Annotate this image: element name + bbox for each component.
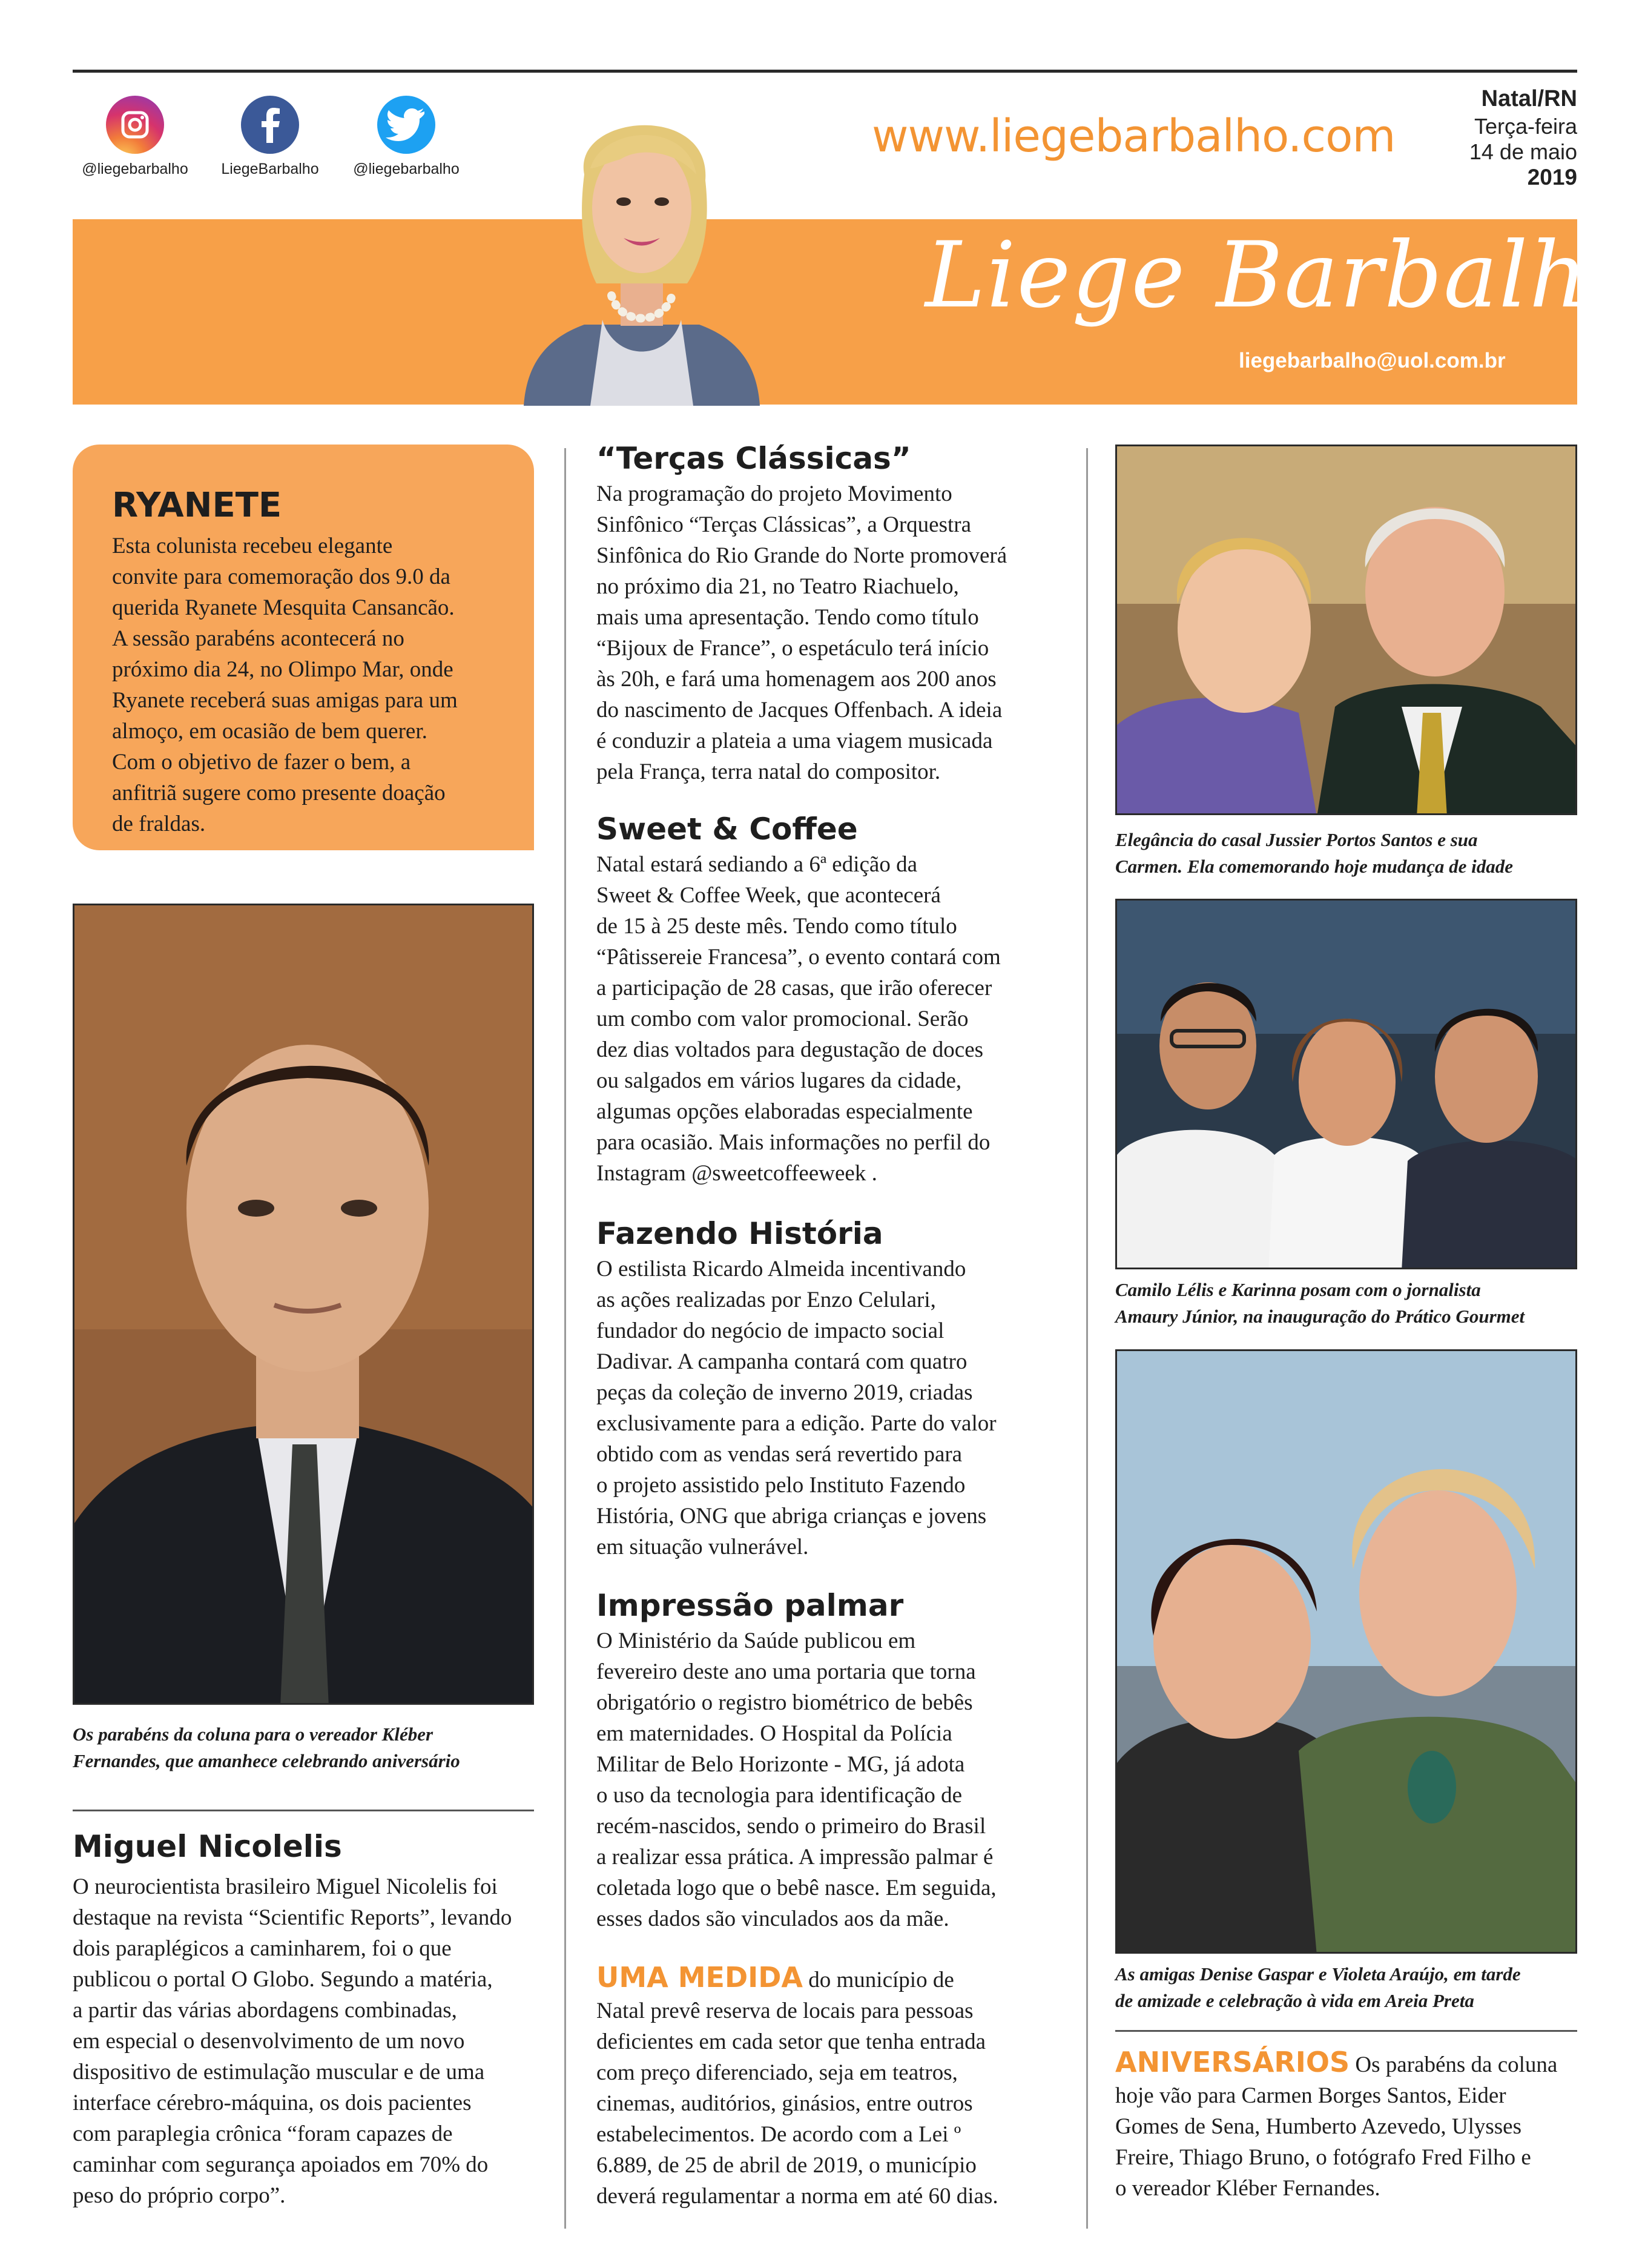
instagram-icon[interactable] (106, 96, 164, 154)
facebook-icon[interactable] (241, 96, 299, 154)
column-separator-right (1086, 448, 1088, 2229)
fazendo-body: O estilista Ricardo Almeida incentivando as ações realizadas por Enzo Celulari, fundador do negócio de impacto social Dadivar. A campanha contará com quatro peças da coleção de inverno 2019, criadas exclusivamente para a edição. Parte do valor obtido com as vendas será revertido para o projeto assistido pelo Instituto Fazendo História, ONG que abriga crianças e jovens em situação vulnerável. (596, 1257, 997, 1559)
instagram-handle[interactable]: @liegebarbalho (82, 160, 188, 177)
aniversarios-body: ANIVERSÁRIOS Os parabéns da coluna hoje vão para Carmen Borges Santos, Eider Gomes de Sena, Humberto Azevedo, Ulysses Freire, Thiago Bruno, o fotógrafo Fred Filho e o vereador Kléber Fernandes. (1115, 2046, 1558, 2201)
dateline-year: 2019 (1527, 165, 1577, 190)
twitter-handle[interactable]: @liegebarbalho (353, 160, 460, 177)
column-separator-left (564, 448, 566, 2229)
column-email[interactable]: liegebarbalho@uol.com.br (1239, 349, 1506, 372)
medida-body: UMA MEDIDA do município de Natal prevê reserva de locais para pessoas deficientes em cada setor que tenha entrada com preço diferenciado, seja em teatros, cinemas, auditórios, ginásios, entre outros estabelecimentos. De acordo com a Lei º 6.889, de 25 de abril de 2019, o município deverá regulamentar a norma em até 60 dias. (596, 1961, 998, 2209)
columnist-portrait (512, 78, 772, 406)
dateline-city: Natal/RN (1481, 86, 1577, 111)
caption-kleber: Os parabéns da coluna para o vereador Kléber Fernandes, que amanhece celebrando aniversário (73, 1724, 460, 1771)
impressao-title: Impressão palmar (596, 1588, 904, 1623)
ryanete-body: Esta colunista recebeu elegante convite para comemoração dos 9.0 da querida Ryanete Mesquita Cansancão. A sessão parabéns acontecerá no próximo dia 24, no Olimpo Mar, onde Ryanete receberá suas amigas para um almoço, em ocasião de bem querer. Com o objetivo de fazer o bem, a anfitriã sugere como presente doação de fraldas. (112, 534, 458, 836)
twitter-icon[interactable] (377, 96, 435, 154)
column-title: Liege Barbalho (925, 223, 1645, 328)
photo-friends (1115, 1349, 1577, 1954)
caption-friends: As amigas Denise Gaspar e Violeta Araújo, em tarde de amizade e celebração à vida em Areia Preta (1115, 1963, 1521, 2011)
nicolelis-body: O neurocientista brasileiro Miguel Nicolelis foi destaque na revista “Scientific Reports”, levando dois paraplégicos a caminharem, foi o que publicou o portal O Globo. Segundo a matéria, a partir das várias abordagens combinadas, em especial o desenvolvimento de um novo dispositivo de estimulação muscular e de uma interface cérebro-máquina, os dois pacientes com paraplegia crônica “foram capazes de caminhar com segurança apoiados em 70% do peso do próprio corpo”. (73, 1874, 512, 2208)
impressao-body: O Ministério da Saúde publicou em fevereiro deste ano uma portaria que torna obrigatório o registro biométrico de bebês em maternidades. O Hospital da Polícia Militar de Belo Horizonte - MG, já adota o uso da tecnologia para identificação de recém-nascidos, sendo o primeiro do Brasil a realizar essa prática. A impressão palmar é coletada logo que o bebê nasce. Em seguida, esses dados são vinculados aos da mãe. (596, 1628, 997, 1931)
caption-trio: Camilo Lélis e Karinna posam com o jornalista Amaury Júnior, na inauguração do Prático Gourmet (1115, 1279, 1525, 1327)
tercas-title: “Terças Clássicas” (596, 441, 911, 476)
fazendo-title: Fazendo História (596, 1216, 883, 1251)
photo-trio (1115, 899, 1577, 1269)
tercas-body: Na programação do projeto Movimento Sinfônico “Terças Clássicas”, a Orquestra Sinfônica do Rio Grande do Norte promoverá no próximo dia 21, no Teatro Riachuelo, mais uma apresentação. Tendo como título “Bijoux de France”, o espetáculo terá início às 20h, e fará uma homenagem aos 200 anos do nascimento de Jacques Offenbach. A ideia é conduzir a plateia a uma viagem musicada pela França, terra natal do compositor. (596, 481, 1007, 784)
top-rule (73, 70, 1577, 73)
right-divider (1115, 2030, 1577, 2032)
dateline-weekday: Terça-feira (1474, 114, 1577, 139)
sweet-body: Natal estará sediando a 6ª edição da Sweet & Coffee Week, que acontecerá de 15 à 25 deste mês. Tendo como título “Pâtissereie Francesa”, o evento contará com a participação de 28 casas, que irão oferecer um combo com valor promocional. Serão dez dias voltados para degustação de doces ou salgados em vários lugares da cidade, algumas opções elaboradas especialmente para ocasião. Mais informações no perfil do Instagram @sweetcoffeeweek . (596, 852, 1001, 1186)
aniversarios-lead: ANIVERSÁRIOS (1115, 2046, 1350, 2078)
photo-kleber-fernandes (73, 904, 534, 1705)
nicolelis-title: Miguel Nicolelis (73, 1829, 342, 1864)
photo-couple (1115, 445, 1577, 815)
website-link[interactable]: www.liegebarbalho.com (872, 110, 1396, 162)
dateline-date: 14 de maio (1469, 139, 1577, 164)
caption-couple: Elegância do casal Jussier Portos Santos e sua Carmen. Ela comemorando hoje mudança de idade (1115, 829, 1514, 877)
ryanete-title: RYANETE (112, 486, 282, 525)
medida-lead: UMA MEDIDA (596, 1961, 803, 1994)
facebook-handle[interactable]: LiegeBarbalho (221, 160, 319, 177)
sweet-title: Sweet & Coffee (596, 812, 858, 847)
left-divider (73, 1810, 534, 1811)
